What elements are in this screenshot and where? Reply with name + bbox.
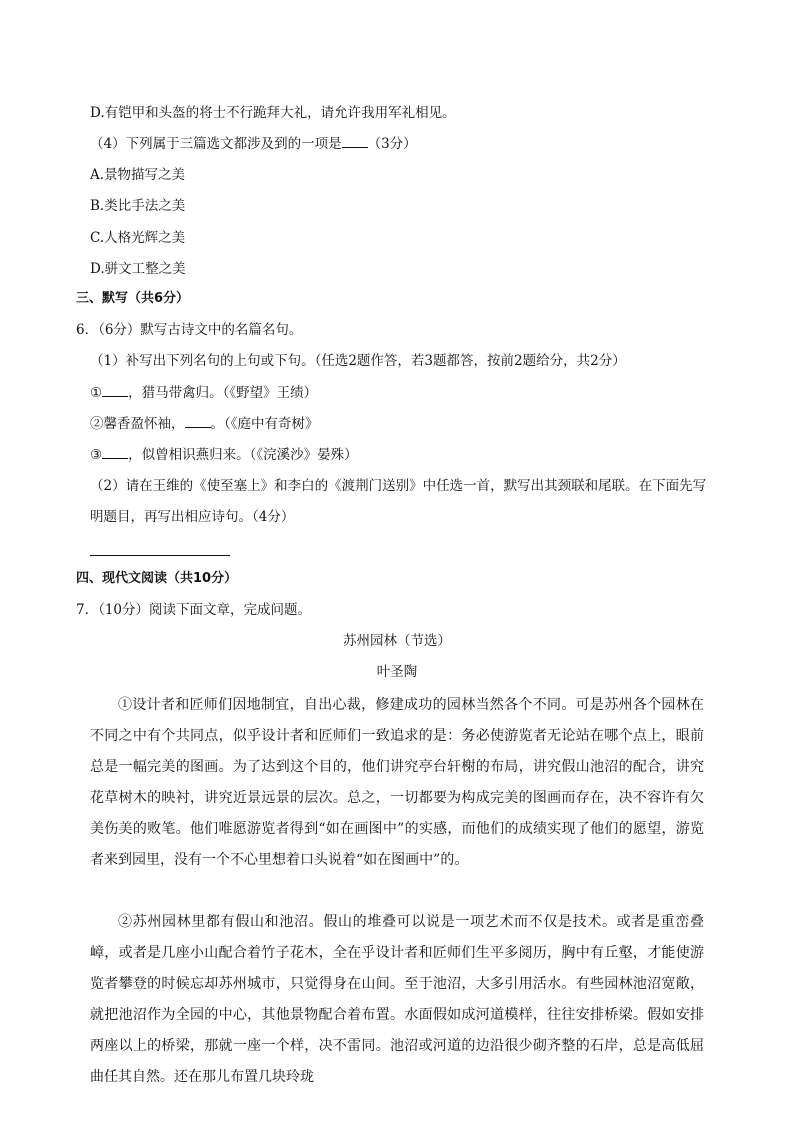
- article-paragraph-1: ①设计者和匠师们因地制宜，自出心裁，修建成功的园林当然各个不同。可是苏州各个园林在不同之中有个共同点，似乎设计者和匠师们一致追求的是：务必使游览者无论站在哪个点上，眼前总是一幅完美的图画。为了达到这个目的，他们讲究亭台轩榭的布局，讲究假山池沼的配合，讲究花草树木的映衬，讲究近景远景的层次。总之，一切都要为构成完美的图画而存在，决不容许有欠美伤美的败笔。他们唯愿游览者得到“如在画图中”的实感，而他们的成绩实现了他们的愿望，游览者来到园里，没有一个不心里想着口头说着“如在图画中”的。: [90, 697, 704, 868]
- choice-c: C.人格光辉之美: [90, 230, 186, 246]
- option-d-line: D.有铠甲和头盔的将士不行跪拜大礼，请允许我用军礼相见。: [90, 105, 456, 121]
- article-author: 叶圣陶: [376, 664, 418, 680]
- item-text-after: ，似曾相识燕归来。（《浣溪沙》晏殊）: [128, 447, 358, 463]
- question-6-part-2-line-1: （2）请在王维的《使至塞上》和李白的《渡荆门送别》中任选一首，默写出其颈联和尾联。在下面先写: [90, 478, 707, 494]
- section-4-heading: 四、现代文阅读（共10分）: [76, 571, 238, 586]
- article-paragraph-2: ②苏州园林里都有假山和池沼。假山的堆叠可以说是一项艺术而不仅是技术。或者是重峦叠嶂，或者是几座小山配合着竹子花木，全在乎设计者和匠师们生平多阅历，胸中有丘壑，才能使游览者攀登的时候忘却苏州城市，只觉得身在山间。至于池沼，大多引用活水。有些园林池沼宽敞，就把池沼作为全园的中心，其他景物配合着布置。水面假如成河道模样，往往安排桥梁。假如安排两座以上的桥梁，那就一座一个样，决不雷同。池沼或河道的边沿很少砌齐整的石岸，总是高低屈曲任其自然。还在那儿布置几块玲珑: [90, 914, 704, 1085]
- item-text-before: 馨香盈怀袖，: [103, 416, 185, 432]
- section-3-heading: 三、默写（共6分）: [76, 291, 190, 306]
- choice-d: D.骈文工整之美: [90, 261, 186, 277]
- answer-line: [90, 555, 230, 556]
- choice-a: A.景物描写之美: [90, 167, 186, 183]
- item-marker: ②: [90, 416, 104, 432]
- answer-blank: [102, 446, 128, 459]
- item-text-after: ，猎马带禽归。（《野望》王绩）: [128, 385, 318, 401]
- answer-blank: [102, 384, 128, 397]
- item-marker: ③: [90, 447, 103, 463]
- fill-item-1: [90, 383, 317, 403]
- question-4-score: （3分）: [367, 136, 417, 152]
- question-4-text: （4）下列属于三篇选文都涉及到的一项是: [90, 136, 342, 152]
- item-marker: ①: [90, 385, 103, 401]
- choice-b: B.类比手法之美: [90, 198, 186, 214]
- answer-blank: [342, 135, 368, 148]
- question-6-part-1: （1）补写出下列名句的上句或下句。（任选2题作答，若3题都答，按前2题给分，共2分）: [90, 353, 626, 369]
- item-text-after: 。（《庭中有奇树》: [210, 416, 319, 432]
- question-4-stem: [90, 134, 417, 154]
- question-6-stem: 6．（6分）默写古诗文中的名篇名句。: [76, 322, 303, 338]
- fill-item-3: [90, 445, 358, 465]
- article-title: 苏州园林（节选）: [343, 633, 451, 649]
- fill-item-2: [90, 414, 319, 434]
- question-7-stem: 7．（10分）阅读下面文章，完成问题。: [76, 602, 312, 618]
- answer-blank: [185, 415, 211, 428]
- question-6-part-2-line-2: 明题目，再写出相应诗句。（4分）: [90, 509, 295, 525]
